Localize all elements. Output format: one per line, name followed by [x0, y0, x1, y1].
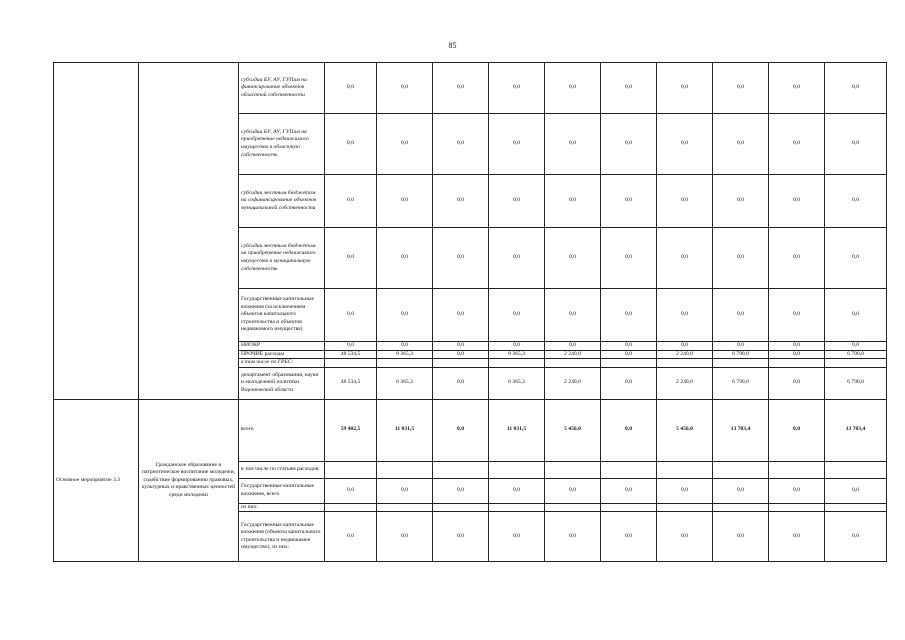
value-cell: 0,0: [769, 478, 825, 503]
value-cell: 0,0: [325, 228, 377, 289]
value-cell: 0,0: [713, 63, 769, 114]
row-label: субсидии местным бюджетам на софинансирование объектов муниципальной собственности: [239, 175, 325, 228]
value-cell: 0,0: [769, 399, 825, 461]
section-title: Гражданское образование и патриотическое воспитание молодежи, содействие формированию правовых, культурных и нравственных ценностей среди молодежи: [139, 399, 239, 562]
value-cell: [433, 461, 489, 478]
value-cell: [657, 359, 713, 368]
value-cell: 0,0: [601, 512, 657, 562]
value-cell: 0,0: [545, 175, 601, 228]
value-cell: 0,0: [433, 399, 489, 461]
value-cell: 0,0: [657, 478, 713, 503]
value-cell: [489, 461, 545, 478]
value-cell: 13 703,4: [825, 399, 887, 461]
value-cell: 0,0: [769, 342, 825, 351]
value-cell: 0,0: [433, 367, 489, 399]
value-cell: 0,0: [325, 342, 377, 351]
budget-table: [53, 62, 887, 562]
value-cell: 0,0: [377, 228, 433, 289]
value-cell: [713, 503, 769, 512]
empty-code-cell: [54, 63, 139, 400]
row-label: Государственные капитальные вложения (объекты капитального строительства и недвижимое имущество), из них:: [239, 512, 325, 562]
value-cell: 0,0: [545, 512, 601, 562]
row-label: в том числе по ГРБС:: [239, 359, 325, 368]
value-cell: 0,0: [825, 228, 887, 289]
value-cell: 11 031,5: [377, 399, 433, 461]
value-cell: 0,0: [657, 512, 713, 562]
value-cell: 0,0: [377, 342, 433, 351]
value-cell: [545, 503, 601, 512]
value-cell: 0,0: [601, 175, 657, 228]
value-cell: 59 402,5: [325, 399, 377, 461]
value-cell: [489, 503, 545, 512]
row-label: в том числе по статьям расходов:: [239, 461, 325, 478]
value-cell: [769, 359, 825, 368]
value-cell: 0,0: [489, 228, 545, 289]
value-cell: 0,0: [769, 228, 825, 289]
value-cell: 0,0: [433, 228, 489, 289]
row-label: Государственные капитальные вложения (за исключением объектов капитального строительства и объектов недвижимого имущества): [239, 289, 325, 342]
value-cell: 2 240,0: [545, 367, 601, 399]
value-cell: 0,0: [657, 175, 713, 228]
value-cell: 0,0: [713, 289, 769, 342]
empty-title-cell: [139, 63, 239, 400]
value-cell: [601, 503, 657, 512]
value-cell: 0,0: [769, 114, 825, 175]
value-cell: 8 365,3: [377, 367, 433, 399]
value-cell: [713, 359, 769, 368]
value-cell: 0,0: [489, 114, 545, 175]
value-cell: 0,0: [769, 350, 825, 359]
value-cell: 0,0: [713, 175, 769, 228]
value-cell: 0,0: [825, 512, 887, 562]
value-cell: 0,0: [657, 63, 713, 114]
section-code: Основное мероприятие 3.3: [54, 399, 139, 562]
value-cell: 6 790,0: [825, 350, 887, 359]
value-cell: 0,0: [769, 175, 825, 228]
value-cell: [377, 503, 433, 512]
value-cell: 0,0: [713, 478, 769, 503]
value-cell: 0,0: [657, 289, 713, 342]
value-cell: [433, 503, 489, 512]
row-label: субсидии местным бюджетам на приобретение недвижимого имущества в муниципальную собственность: [239, 228, 325, 289]
value-cell: 0,0: [325, 114, 377, 175]
value-cell: 0,0: [657, 342, 713, 351]
value-cell: [377, 461, 433, 478]
value-cell: 2 240,0: [545, 350, 601, 359]
value-cell: [325, 461, 377, 478]
value-cell: 0,0: [825, 114, 887, 175]
value-cell: 0,0: [325, 63, 377, 114]
value-cell: 0,0: [713, 228, 769, 289]
value-cell: [713, 461, 769, 478]
value-cell: 6 790,0: [713, 367, 769, 399]
value-cell: [545, 461, 601, 478]
value-cell: 0,0: [769, 367, 825, 399]
value-cell: 0,0: [377, 63, 433, 114]
value-cell: 0,0: [601, 367, 657, 399]
value-cell: 0,0: [325, 478, 377, 503]
row-label: субсидии БУ, АУ, ГУПам на финансирование объектов областной собственности: [239, 63, 325, 114]
row-label: Государственные капитальные вложения, всего: [239, 478, 325, 503]
value-cell: 5 450,0: [657, 399, 713, 461]
value-cell: 0,0: [601, 63, 657, 114]
value-cell: 0,0: [433, 478, 489, 503]
value-cell: 0,0: [489, 63, 545, 114]
value-cell: 0,0: [825, 63, 887, 114]
value-cell: 2 240,0: [657, 367, 713, 399]
value-cell: 0,0: [489, 175, 545, 228]
value-cell: 0,0: [325, 175, 377, 228]
value-cell: 13 703,4: [713, 399, 769, 461]
value-cell: 0,0: [825, 289, 887, 342]
value-cell: [545, 359, 601, 368]
value-cell: 5 450,0: [545, 399, 601, 461]
value-cell: 8 365,3: [377, 350, 433, 359]
value-cell: [601, 461, 657, 478]
value-cell: 48 534,5: [325, 350, 377, 359]
value-cell: 0,0: [713, 512, 769, 562]
page-number: 85: [448, 41, 457, 50]
value-cell: 0,0: [377, 512, 433, 562]
value-cell: 0,0: [657, 228, 713, 289]
value-cell: 0,0: [601, 342, 657, 351]
value-cell: 0,0: [713, 342, 769, 351]
value-cell: 0,0: [601, 478, 657, 503]
row-label: субсидии БУ, АУ, ГУПам на приобретение недвижимого имущества в областную собственность: [239, 114, 325, 175]
value-cell: 0,0: [433, 175, 489, 228]
value-cell: 0,0: [601, 399, 657, 461]
value-cell: [769, 461, 825, 478]
value-cell: [769, 503, 825, 512]
value-cell: 0,0: [825, 478, 887, 503]
value-cell: [657, 503, 713, 512]
value-cell: 6 790,0: [713, 350, 769, 359]
value-cell: 2 240,0: [657, 350, 713, 359]
value-cell: 0,0: [601, 289, 657, 342]
value-cell: [825, 461, 887, 478]
value-cell: [825, 359, 887, 368]
value-cell: 0,0: [545, 63, 601, 114]
value-cell: [825, 503, 887, 512]
value-cell: 0,0: [433, 342, 489, 351]
value-cell: 0,0: [545, 478, 601, 503]
value-cell: 0,0: [433, 512, 489, 562]
value-cell: 0,0: [545, 114, 601, 175]
value-cell: 8 365,3: [489, 367, 545, 399]
value-cell: 48 534,5: [325, 367, 377, 399]
table-row: [54, 63, 887, 114]
value-cell: [325, 359, 377, 368]
value-cell: 0,0: [713, 114, 769, 175]
value-cell: 0,0: [377, 478, 433, 503]
value-cell: 0,0: [489, 478, 545, 503]
value-cell: 0,0: [377, 114, 433, 175]
value-cell: [433, 359, 489, 368]
value-cell: 0,0: [433, 289, 489, 342]
value-cell: 0,0: [489, 289, 545, 342]
value-cell: 0,0: [825, 342, 887, 351]
row-label: департамент образования, науки и молодежной политики Воронежской области: [239, 367, 325, 399]
value-cell: 0,0: [657, 114, 713, 175]
value-cell: 0,0: [377, 175, 433, 228]
value-cell: 0,0: [601, 114, 657, 175]
value-cell: [489, 359, 545, 368]
value-cell: 0,0: [433, 350, 489, 359]
value-cell: 0,0: [769, 512, 825, 562]
value-cell: 0,0: [769, 63, 825, 114]
row-label: НИОКР: [239, 342, 325, 351]
value-cell: 0,0: [325, 289, 377, 342]
row-label: всего: [239, 399, 325, 461]
value-cell: 0,0: [545, 289, 601, 342]
value-cell: 0,0: [489, 342, 545, 351]
value-cell: 0,0: [601, 350, 657, 359]
value-cell: [657, 461, 713, 478]
value-cell: 0,0: [433, 63, 489, 114]
value-cell: [325, 503, 377, 512]
value-cell: 0,0: [545, 342, 601, 351]
value-cell: 0,0: [545, 228, 601, 289]
value-cell: 0,0: [489, 512, 545, 562]
value-cell: 0,0: [769, 289, 825, 342]
value-cell: [377, 359, 433, 368]
value-cell: [601, 359, 657, 368]
value-cell: 8 365,3: [489, 350, 545, 359]
table-row: [54, 399, 887, 461]
value-cell: 0,0: [433, 114, 489, 175]
value-cell: 0,0: [377, 289, 433, 342]
value-cell: 0,0: [325, 512, 377, 562]
value-cell: 6 790,0: [825, 367, 887, 399]
value-cell: 11 031,5: [489, 399, 545, 461]
value-cell: 0,0: [601, 228, 657, 289]
value-cell: 0,0: [825, 175, 887, 228]
row-label: ПРОЧИЕ расходы: [239, 350, 325, 359]
row-label: из них:: [239, 503, 325, 512]
